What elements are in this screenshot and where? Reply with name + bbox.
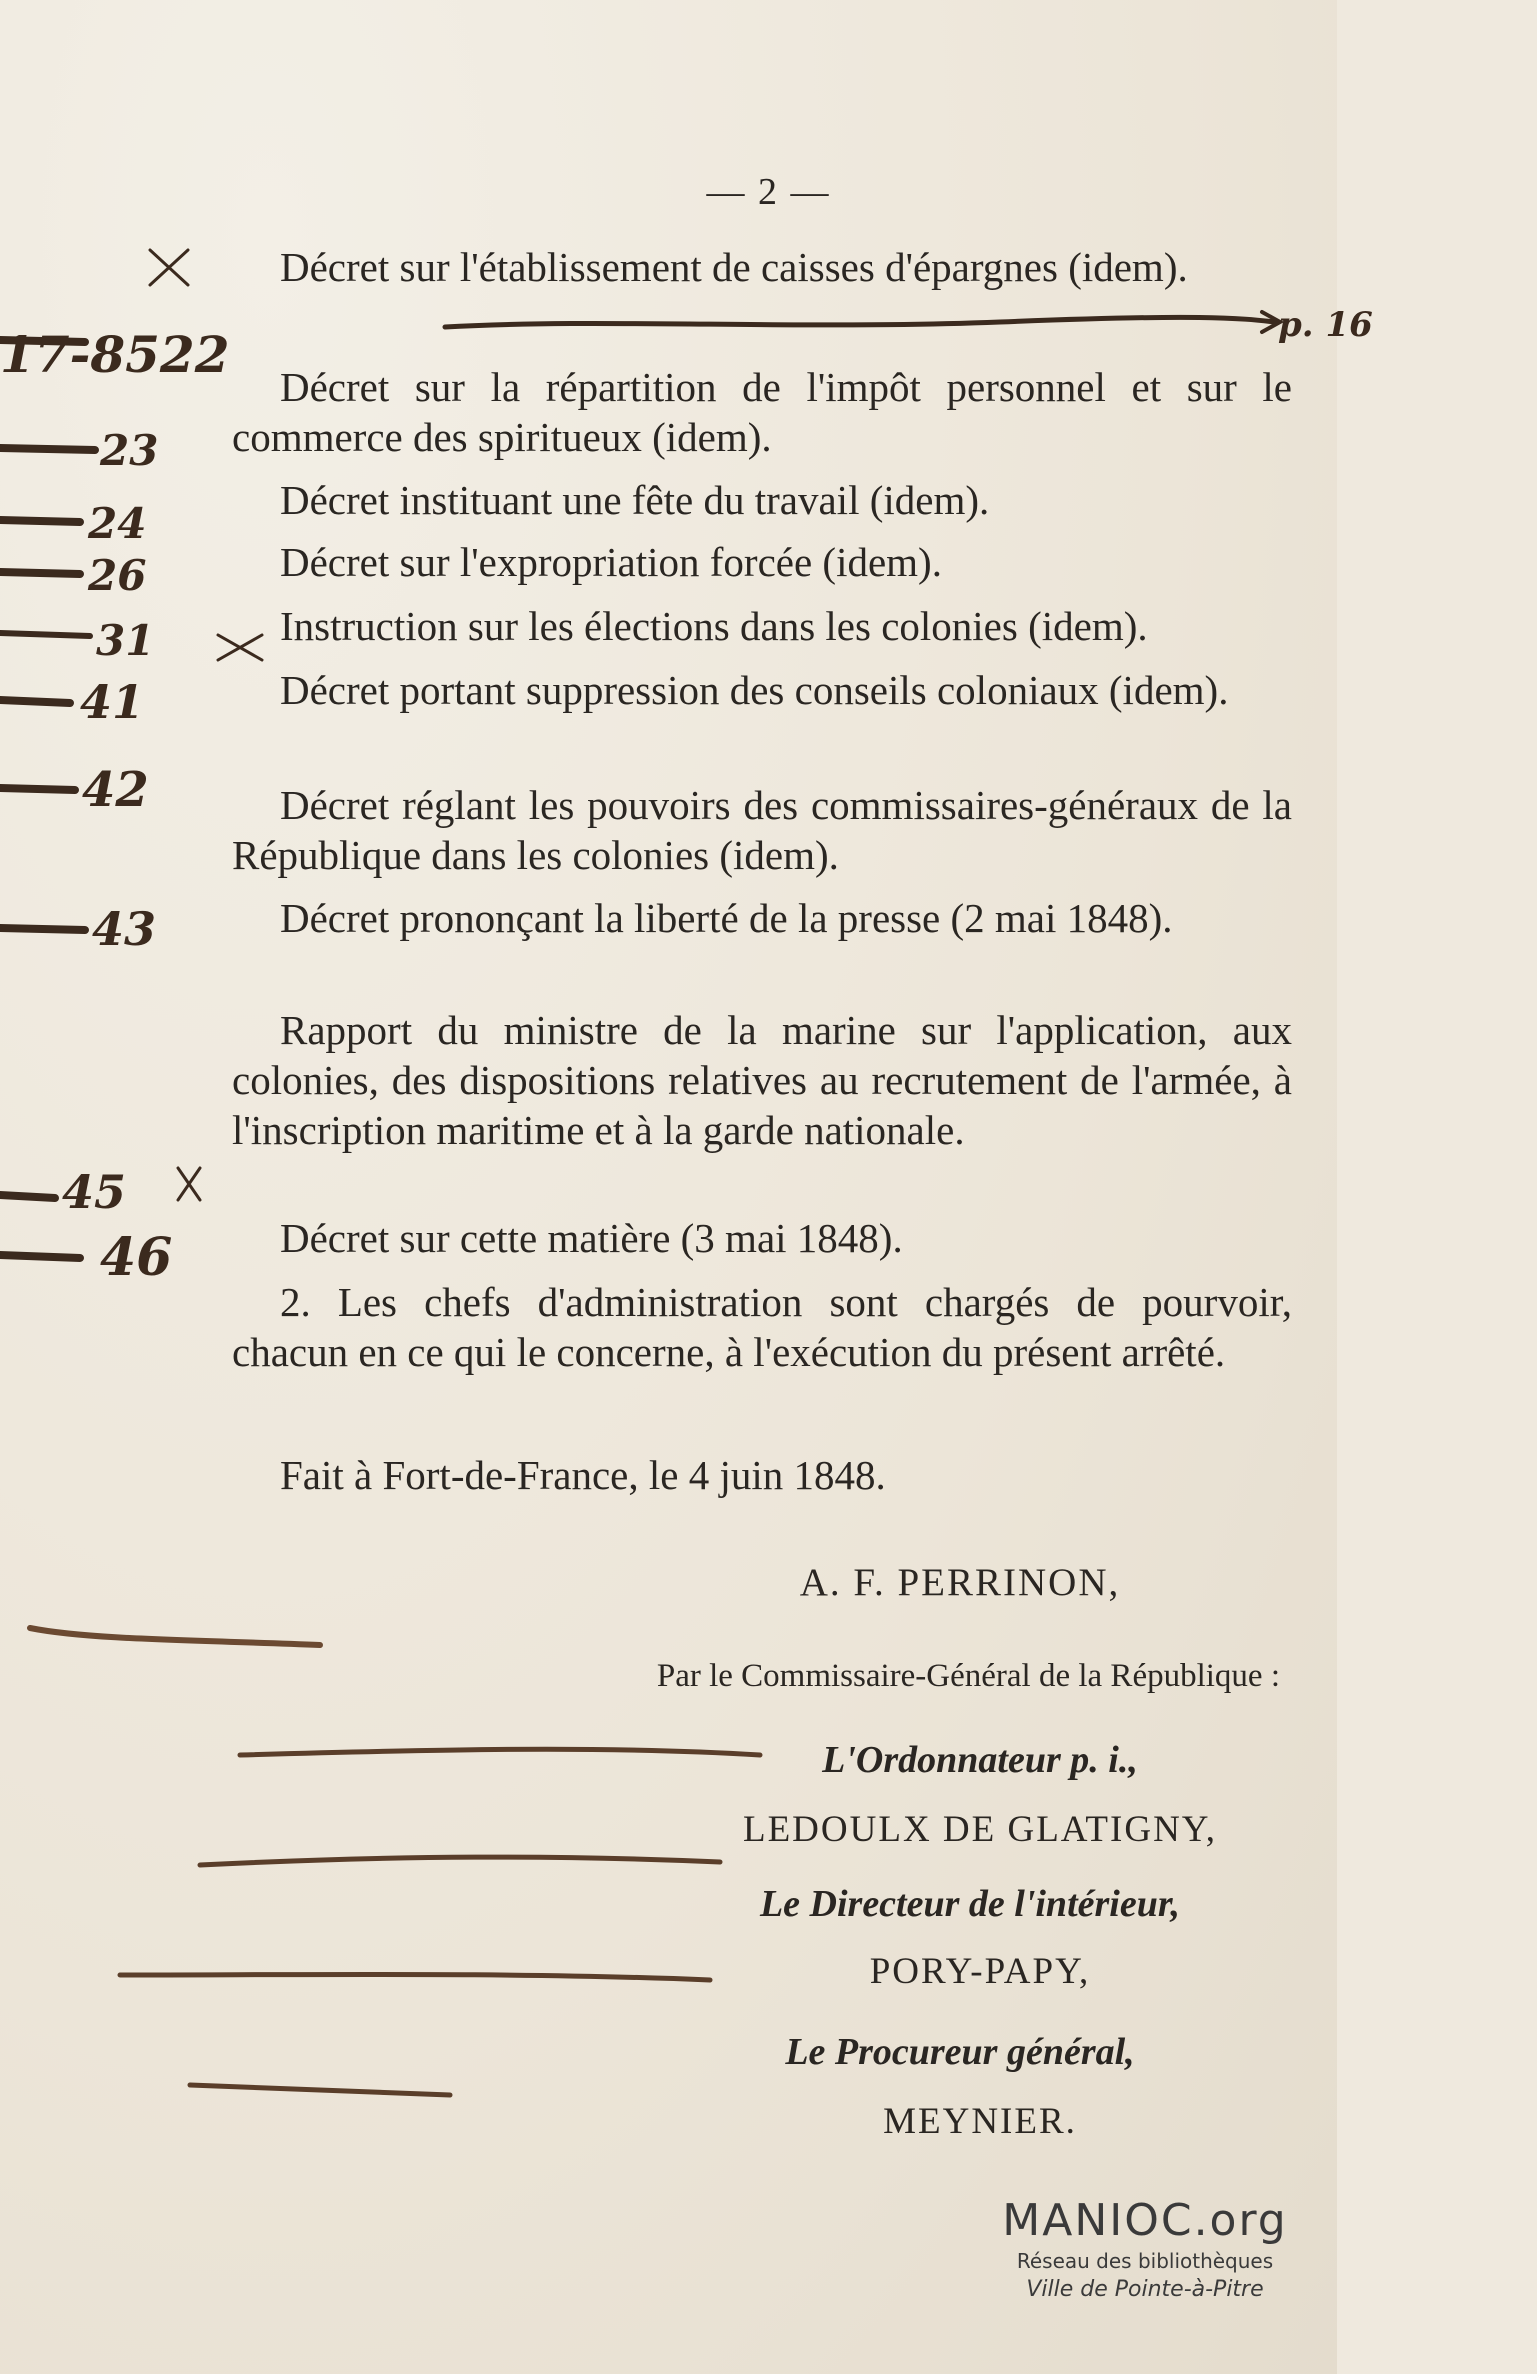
signer-name: A. F. PERRINON, (799, 1561, 1121, 1604)
page-number: — 2 — (706, 171, 831, 213)
margin-number-46: 46 (100, 1227, 173, 1288)
watermark-network-text: Réseau des bibliothèques (1016, 2249, 1274, 2273)
check-x-icon (150, 250, 188, 285)
by-line: Par le Commissaire-Général de la République : (656, 1658, 1280, 1694)
paragraph-liberte-presse: Décret prononçant la liberté de la presse (2 mai 1848). (280, 895, 1173, 941)
paragraph-fete-travail: Décret instituant une fête du travail (idem). (280, 477, 990, 523)
margin-number-31: 31 (96, 616, 155, 665)
ordonnateur-name: LEDOULX DE GLATIGNY, (742, 1809, 1217, 1850)
margin-number-17-8522: 17-8522 (0, 325, 230, 384)
watermark-city-text: Ville de Pointe-à-Pitre (1026, 2277, 1264, 2302)
paragraph-impot-personnel: Décret sur la répartition de l'impôt personnel et sur le commerce des spiritueux (idem). (232, 364, 1292, 460)
procureur-name: MEYNIER. (883, 2101, 1077, 2142)
paragraph-expropriation: Décret sur l'expropriation forcée (idem). (280, 539, 942, 585)
paragraph-chefs-administration: 2. Les chefs d'administration sont chargés de pourvoir, chacun en ce qui le concerne, à l'exécution du présent arrêté. (232, 1279, 1292, 1375)
paragraph-fait-fort-de-france: Fait à Fort-de-France, le 4 juin 1848. (280, 1452, 886, 1498)
paragraph-caisses-epargnes: Décret sur l'établissement de caisses d'épargnes (idem). (280, 244, 1188, 290)
directeur-name: PORY-PAPY, (869, 1951, 1091, 1992)
margin-number-41: 41 (80, 675, 145, 729)
paragraph-decret-matiere: Décret sur cette matière (3 mai 1848). (280, 1215, 903, 1261)
margin-number-24: 24 (88, 499, 147, 548)
paragraph-conseils-coloniaux: Décret portant suppression des conseils coloniaux (idem). (280, 667, 1229, 713)
margin-number-26: 26 (88, 551, 147, 600)
ordonnateur-title: L'Ordonnateur p. i., (822, 1739, 1138, 1781)
margin-number-42: 42 (82, 762, 149, 818)
underline-stroke (445, 317, 1275, 327)
margin-number-43: 43 (92, 902, 157, 956)
directeur-title: Le Directeur de l'intérieur, (759, 1883, 1181, 1925)
manioc-logo: MANIOC.org (1002, 2195, 1288, 2246)
margin-number-45: 45 (62, 1165, 127, 1219)
paragraph-commissaires-generaux: Décret réglant les pouvoirs des commissaires-généraux de la République dans les colonies (idem). (232, 782, 1292, 878)
procureur-title: Le Procureur général, (785, 2031, 1135, 2073)
manioc-watermark (985, 2195, 1305, 2305)
paragraph-rapport-ministre: Rapport du ministre de la marine sur l'application, aux colonies, des dispositions relatives au recrutement de l'armée, à l'inscription maritime et à la garde nationale. (232, 1007, 1292, 1153)
paragraph-elections-colonies: Instruction sur les élections dans les colonies (idem). (280, 603, 1148, 649)
margin-note-right: p. 16 (1278, 305, 1373, 345)
margin-number-23: 23 (100, 426, 159, 475)
